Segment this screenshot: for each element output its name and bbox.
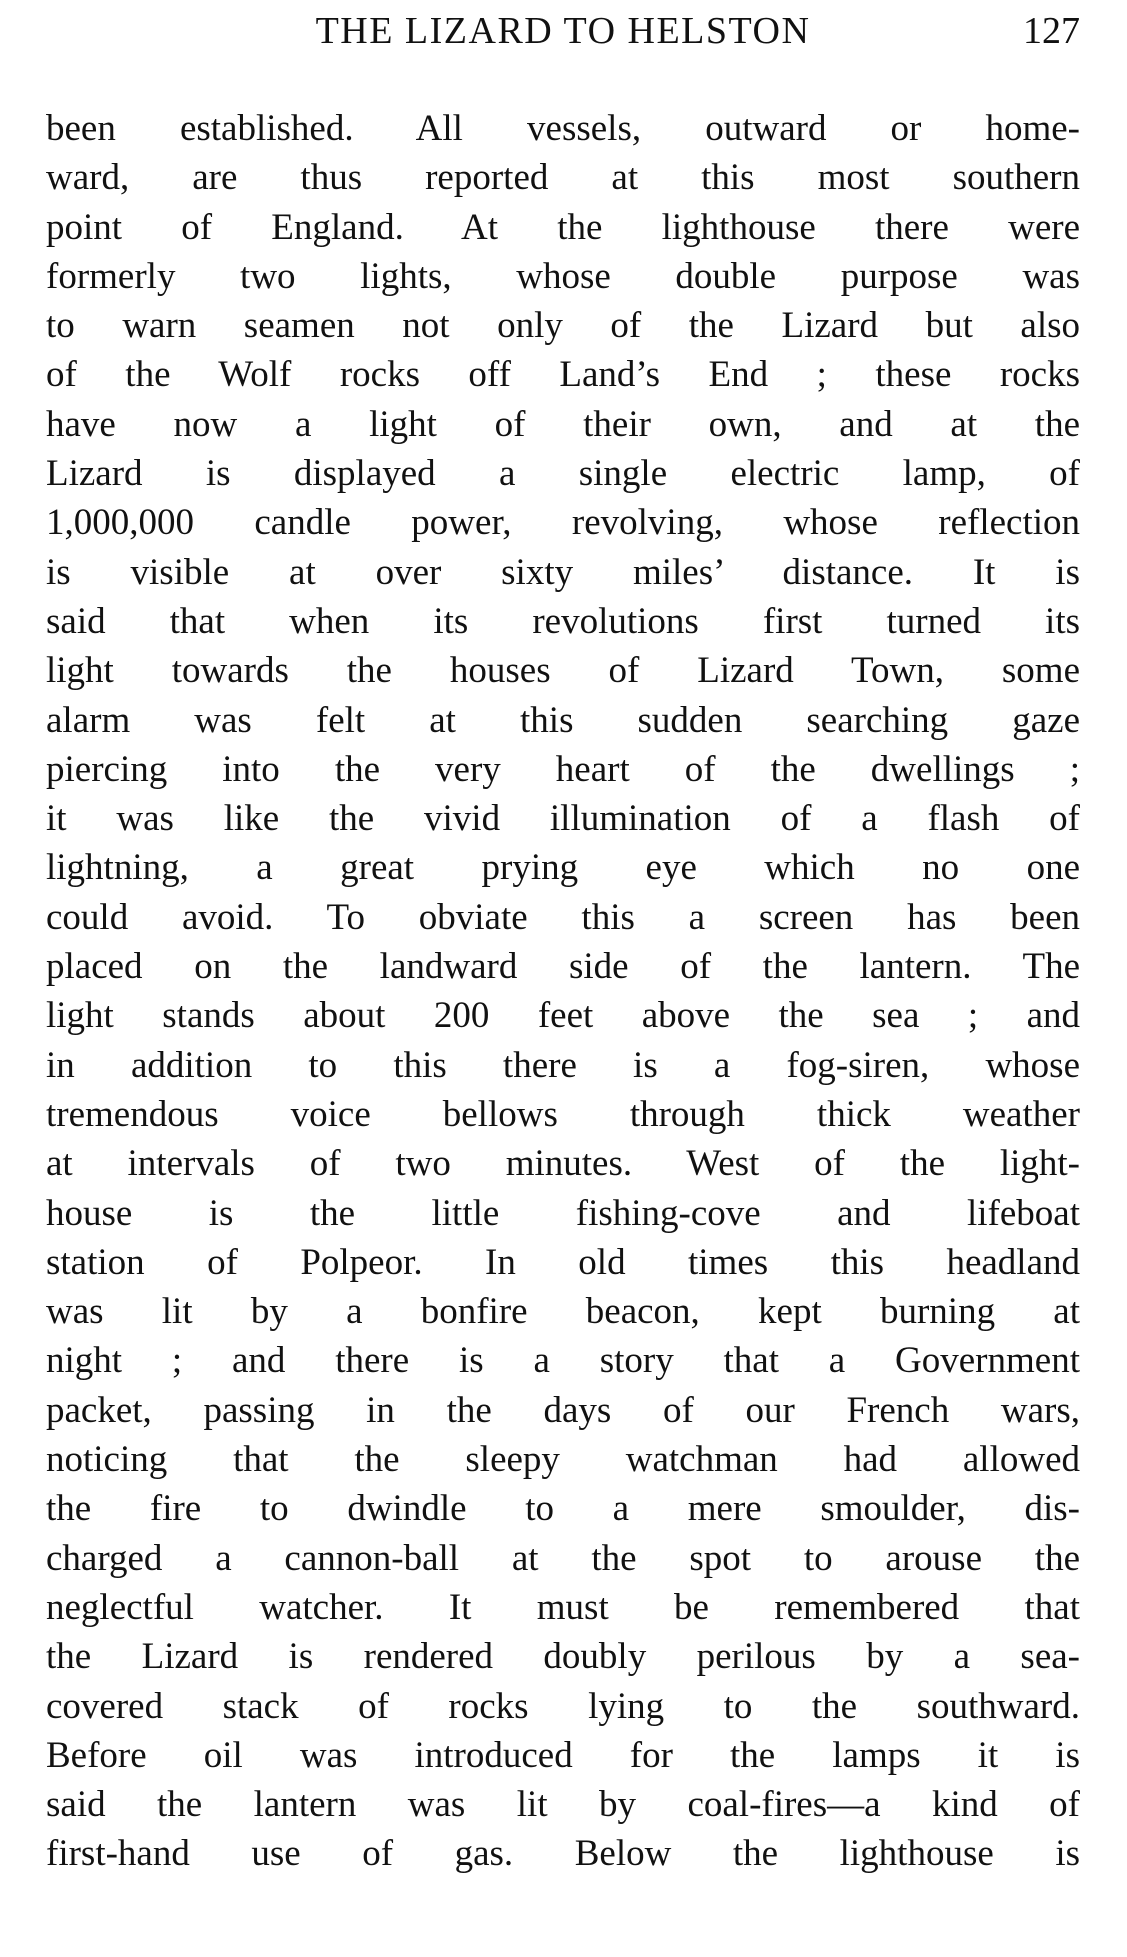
text-line: Lizard is displayed a single electric lamp, of xyxy=(46,453,1080,495)
text-line: piercing into the very heart of the dwellings ; xyxy=(46,748,1080,790)
text-line: covered stack of rocks lying to the southward. xyxy=(46,1685,1080,1727)
text-line: Before oil was introduced for the lamps it is xyxy=(46,1734,1080,1776)
text-line: at intervals of two minutes. West of the light- xyxy=(46,1143,1080,1185)
text-line: alarm was felt at this sudden searching gaze xyxy=(46,699,1080,741)
text-line: been established. All vessels, outward or home- xyxy=(46,108,1080,149)
body-text xyxy=(46,104,1080,1879)
text-line: the fire to dwindle to a mere smoulder, dis- xyxy=(46,1488,1080,1530)
text-line: tremendous voice bellows through thick weather xyxy=(46,1093,1080,1135)
text-line: house is the little fishing-cove and lifeboat xyxy=(46,1192,1080,1234)
text-line: in addition to this there is a fog-siren, whose xyxy=(46,1044,1080,1086)
text-line: was lit by a bonfire beacon, kept burning at xyxy=(46,1291,1080,1333)
text-line: could avoid. To obviate this a screen has been xyxy=(46,896,1080,938)
running-head xyxy=(46,6,1080,56)
text-line: packet, passing in the days of our French wars, xyxy=(46,1389,1080,1431)
page-number: 127 xyxy=(1023,10,1080,52)
text-line: light stands about 200 feet above the sea ; and xyxy=(46,995,1080,1037)
text-line: said the lantern was lit by coal-fires—a kind of xyxy=(46,1784,1080,1826)
text-line: neglectful watcher. It must be remembered that xyxy=(46,1586,1080,1628)
text-line: night ; and there is a story that a Government xyxy=(46,1340,1080,1382)
text-line: is visible at over sixty miles’ distance. It is xyxy=(46,551,1080,593)
text-line: the Lizard is rendered doubly perilous by a sea- xyxy=(46,1636,1080,1678)
text-line: placed on the landward side of the lantern. The xyxy=(46,946,1080,988)
text-line: first-hand use of gas. Below the lighthouse is xyxy=(46,1833,1080,1875)
text-line: charged a cannon-ball at the spot to arouse the xyxy=(46,1537,1080,1579)
text-line: said that when its revolutions first turned its xyxy=(46,600,1080,642)
text-line: ward, are thus reported at this most southern xyxy=(46,157,1080,199)
text-line: noticing that the sleepy watchman had allowed xyxy=(46,1439,1080,1481)
text-line: formerly two lights, whose double purpose was xyxy=(46,255,1080,297)
text-line: lightning, a great prying eye which no one xyxy=(46,847,1080,889)
text-line: 1,000,000 candle power, revolving, whose reflection xyxy=(46,502,1080,544)
text-line: point of England. At the lighthouse there were xyxy=(46,206,1080,248)
text-line: to warn seamen not only of the Lizard but also xyxy=(46,305,1080,347)
text-line: station of Polpeor. In old times this headland xyxy=(46,1241,1080,1283)
running-title: THE LIZARD TO HELSTON xyxy=(315,10,811,52)
text-line: of the Wolf rocks off Land’s End ; these rocks xyxy=(46,354,1080,396)
text-line: have now a light of their own, and at the xyxy=(46,403,1080,445)
text-line: it was like the vivid illumination of a flash of xyxy=(46,798,1080,840)
text-line: light towards the houses of Lizard Town, some xyxy=(46,650,1080,692)
